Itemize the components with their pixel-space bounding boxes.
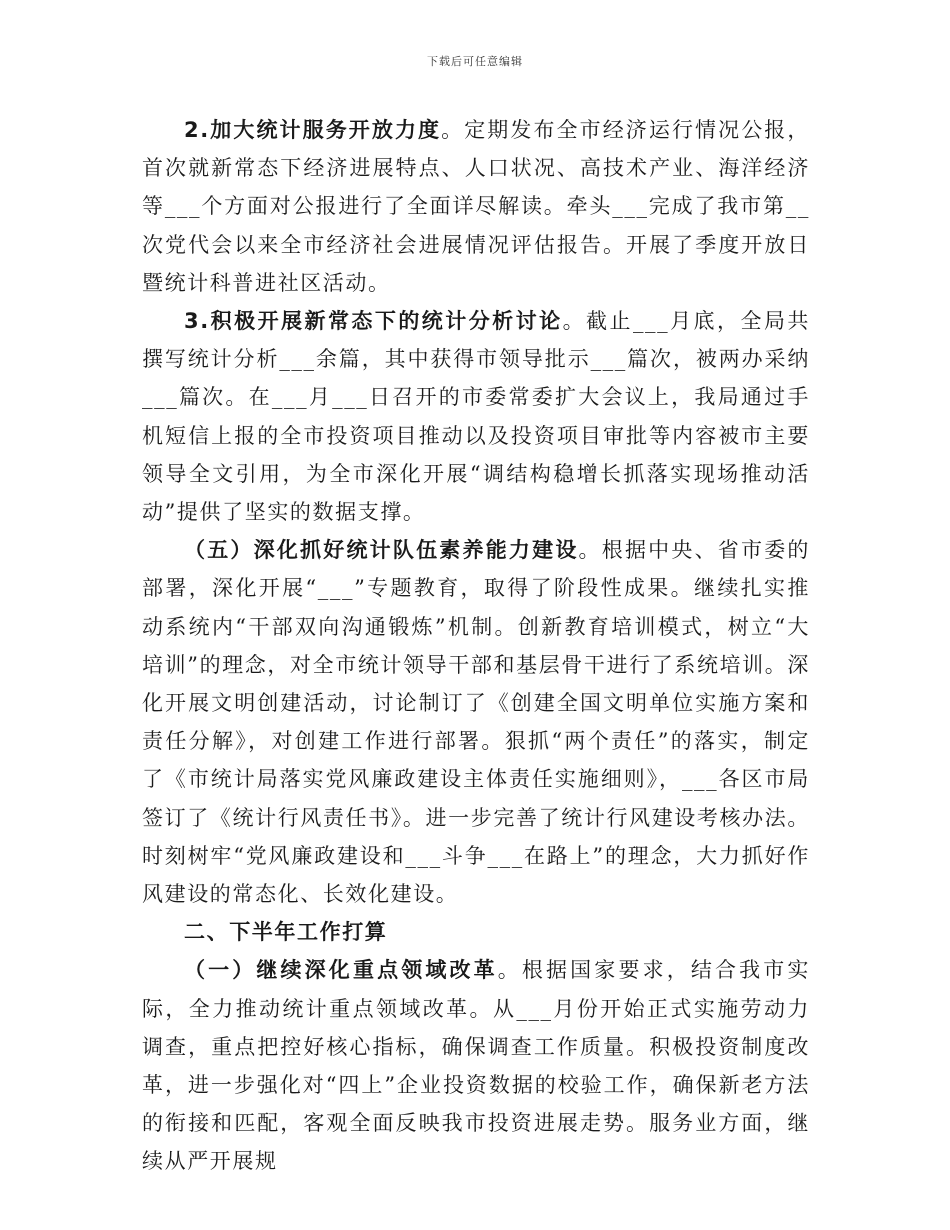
page-header-note: 下载后可任意编辑 <box>427 55 523 68</box>
section-heading-second-half-plan <box>142 913 810 951</box>
section-heading: 二、下半年工作打算 <box>184 920 388 945</box>
paragraph-statistics-service <box>142 111 810 302</box>
paragraph-statistical-analysis <box>142 302 810 531</box>
paragraph-team-building <box>142 531 810 913</box>
paragraph-heading: 3.积极开展新常态下的统计分析讨论 <box>184 309 563 334</box>
paragraph-key-area-reform <box>142 951 810 1180</box>
paragraph-heading: （五）深化抓好统计队伍素养能力建设 <box>184 538 579 563</box>
paragraph-text: 。根据中央、省市委的部署，深化开展“___”专题教育，取得了阶段性成果。继续扎实推动系统内“干部双向沟通锻炼”机制。创新教育培训模式，树立“大培训”的理念，对全市统计领导干部和基层骨干进行了系统培训。深化开展文明创建活动，讨论制订了《创建全国文明单位实施方案和责任分解》，对创建工作进行部署。狠抓“两个责任”的落实，制定了《市统计局落实党风廉政建设主体责任实施细则》，___各区市局签订了《统计行风责任书》。进一步完善了统计行风建设考核办法。时刻树牢“党风廉政建设和___斗争___在路上”的理念，大力抓好作风建设的常态化、长效化建设。 <box>142 538 810 907</box>
paragraph-text: 。根据国家要求，结合我市实际，全力推动统计重点领域改革。从___月份开始正式实施劳动力调查，重点把控好核心指标，确保调查工作质量。积极投资制度改革，进一步强化对“四上”企业投资数据的校验工作，确保新老方法的衔接和匹配，客观全面反映我市投资进展走势。服务业方面，继续从严开展规 <box>142 958 810 1174</box>
paragraph-text: 。定期发布全市经济运行情况公报，首次就新常态下经济进展特点、人口状况、高技术产业、海洋经济等___个方面对公报进行了全面详尽解读。牵头___完成了我市第__次党代会以来全市经济社会进展情况评估报告。开展了季度开放日暨统计科普进社区活动。 <box>142 118 810 295</box>
paragraph-heading: 2.加大统计服务开放力度 <box>184 118 442 142</box>
paragraph-text: 。截止___月底，全局共撰写统计分析___余篇，其中获得市领导批示___篇次，被两办采纳___篇次。在___月___日召开的市委常委扩大会议上，我局通过手机短信上报的全市投资项目推动以及投资项目审批等内容被市主要领导全文引用，为全市深化开展“调结构稳增长抓落实现场推动活动”提供了坚实的数据支撑。 <box>142 309 811 525</box>
document-body <box>142 111 810 1181</box>
paragraph-heading: （一）继续深化重点领域改革 <box>184 958 498 983</box>
